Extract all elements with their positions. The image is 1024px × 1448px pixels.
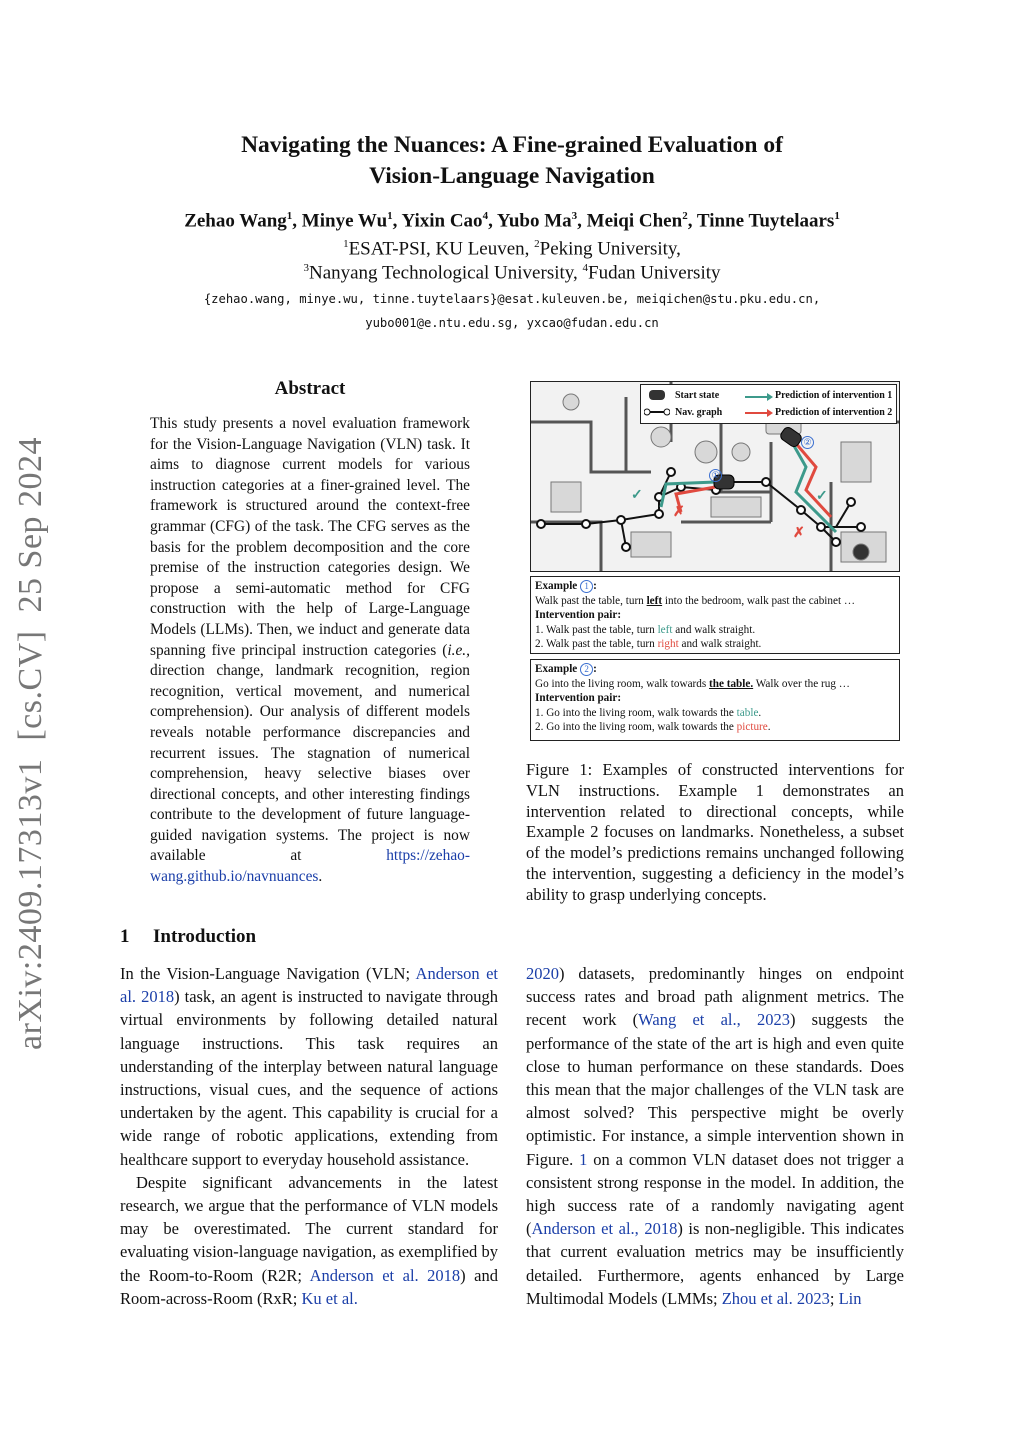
- arxiv-identifier: arXiv:2409.17313v1 [cs.CV] 25 Sep 2024: [12, 436, 49, 1050]
- author-list: Zehao Wang$^1$, Minye Wu$^1$, Yixin Cao$^4$, Yubo Ma$^3$, Meiqi Chen$^2$, Tinne Tuytelaars$^1$: [184, 210, 840, 232]
- author-affiliation-mark: 3: [571, 210, 578, 222]
- text: 2. Go into the living room, walk towards the: [535, 721, 737, 734]
- example-title: Example: [535, 663, 581, 675]
- author-affiliation-mark: 1: [387, 210, 393, 222]
- legend-symbols: [644, 388, 670, 420]
- example-title: Example: [535, 580, 581, 592]
- text: and walk straight.: [672, 623, 756, 636]
- legend-prediction-2: Prediction of intervention 2: [775, 407, 893, 418]
- abstract-end: .: [318, 868, 323, 886]
- intro-paragraph-1: [120, 962, 498, 1171]
- colon: :: [593, 580, 597, 592]
- legend-prediction-1: Prediction of intervention 1: [775, 390, 893, 401]
- figure-legend: [640, 384, 897, 424]
- key-word-red: picture: [736, 721, 768, 734]
- author-affiliation-mark: 4: [482, 210, 489, 222]
- text: ) is non-negligible. This indicates that current evaluation metrics may be insufficiently detailed. Furthermore, agents enhanced by Large Multimodal Models (LMMs;: [526, 1219, 904, 1308]
- text: on a common VLN dataset does not trigger a consistent strong response in the model. In addition, the high success rate of a randomly navigating agent (: [526, 1149, 904, 1239]
- abstract-text-part: This study presents a novel evaluation framework for the Vision-Language Navigation (VLN) task. It aims to diagnose current models for various instruction categories at a finer-grained level. The framework is structured around the context-free grammar (CFG) of the task. The CFG serves as the basis for the problem decomposition and the core premise of the instruction categories design. We propose a semi-automatic method for CFG construction with the help of Large-Language Models (LLMs). Then, we induct and generate data spanning five principal instruction categories (: [150, 415, 470, 659]
- legend-nav-graph: Nav. graph: [675, 407, 723, 418]
- author-name: Minye Wu: [301, 210, 388, 232]
- section-title: Introduction: [153, 926, 257, 947]
- author-name: Meiqi Chen: [586, 210, 683, 232]
- affiliation-peking: Peking University,: [539, 238, 681, 260]
- svg-text:✗: ✗: [673, 505, 685, 520]
- key-word: the table.: [709, 677, 754, 690]
- floorplan-image: [530, 381, 900, 572]
- intro-paragraph-2-continued: [526, 962, 904, 1310]
- abstract-heading: Abstract: [274, 378, 346, 399]
- text: and walk straight.: [678, 638, 762, 651]
- svg-text:✓: ✓: [631, 488, 643, 503]
- example-instruction: [535, 594, 895, 609]
- key-word-teal: table: [736, 706, 759, 719]
- intervention-pair-label: Intervention pair:: [535, 609, 622, 622]
- affiliation-line-2: [100, 262, 924, 284]
- text: ) datasets, predominantly hinges on endpoint success rates and broad path alignment metrics. The recent work (: [526, 964, 904, 1030]
- example-1-box: [530, 576, 900, 654]
- author-name: Yixin Cao: [401, 210, 483, 232]
- text: Despite significant advancements in the latest research, we argue that the performance of VLN models may be overestimated. The current standard for evaluating vision-language navigation, as exemplified by the Room-to-Room (R2R;: [120, 1172, 498, 1285]
- text: ) task, an agent is instructed to navigate through virtual environments by following detailed natural language instructions. This task requires an understanding of the interplay between natural language instructions, visual cues, and the sequence of actions undertaken by the agent. This capability is crucial for a wide range of robotic applications, extending from healthcare support to everyday household assistance.: [120, 987, 498, 1169]
- affiliation-ku-leuven: ESAT-PSI, KU Leuven,: [348, 238, 535, 260]
- author-affiliation-mark: 1: [834, 210, 840, 222]
- example-2-box: [530, 659, 900, 741]
- citation-link[interactable]: Zhou et al. 2023: [721, 1288, 830, 1308]
- title-line-1: Navigating the Nuances: A Fine-grained Evaluation of: [241, 132, 783, 158]
- key-word: left: [646, 594, 663, 607]
- citation-link[interactable]: Ku et al.: [301, 1288, 358, 1308]
- text: into the bedroom, walk past the cabinet …: [662, 594, 856, 607]
- key-word-red: right: [657, 638, 679, 651]
- citation-link[interactable]: 2020: [526, 964, 559, 983]
- intro-right-column: [526, 962, 904, 1310]
- abstract-italic: i.e.,: [447, 641, 470, 659]
- affiliation-line-1: [100, 238, 924, 260]
- text: In the Vision-Language Navigation (VLN;: [120, 964, 416, 983]
- section-number: 1: [120, 926, 130, 947]
- marker-1: ①: [709, 465, 722, 483]
- colon: :: [593, 663, 597, 675]
- key-word-teal: left: [657, 623, 673, 636]
- figure-caption: Figure 1: Examples of constructed interventions for VLN instructions. Example 1 demonstrates an intervention related to directional concepts, while Example 2 focuses on landmarks. Nonetheless, a subset of the model’s predictions remains unchanged following the intervention, suggesting a deficiency in the model’s ability to grasp underlying concepts.: [526, 760, 904, 904]
- figure-1: [530, 381, 900, 741]
- example-number-marker: 1: [580, 580, 593, 593]
- paper-title: [150, 130, 874, 192]
- author-affiliation-mark: 2: [682, 210, 688, 222]
- affiliation-ntu: Nanyang Technological University,: [308, 262, 583, 284]
- abstract-text-part: direction change, landmark recognition, region recognition, vertical movement, and numerical comprehension). Our analysis of different models reveals notable performance discrepancies and recurrent issues. The stagnation of numerical comprehension, heavy selective biases over directional concepts, and other interesting findings contribute to the development of future language-guided navigation systems. The project is now available at: [150, 662, 470, 865]
- affiliation-mark: 4: [582, 262, 589, 274]
- svg-text:✓: ✓: [816, 489, 828, 504]
- text: 1. Walk past the table, turn: [535, 623, 658, 636]
- intro-left-column: [120, 962, 498, 1310]
- intervention-pair-label: Intervention pair:: [535, 692, 622, 705]
- abstract-text: [150, 414, 470, 888]
- author-name: Zehao Wang: [184, 210, 287, 232]
- intervention-item-2: [535, 637, 895, 652]
- text: .: [758, 706, 762, 719]
- affiliation-mark: 3: [303, 262, 309, 274]
- text: 2. Walk past the table, turn: [535, 638, 658, 651]
- title-line-2: Vision-Language Navigation: [369, 163, 655, 189]
- text: Walk past the table, turn: [535, 594, 647, 607]
- author-name: Tinne Tuytelaars: [696, 210, 835, 232]
- project-link[interactable]: https://zehao-wang.github.io/navnuances: [150, 847, 470, 886]
- affiliation-mark: 2: [534, 238, 540, 250]
- author-name: Yubo Ma: [496, 210, 572, 232]
- section-heading: [120, 926, 256, 948]
- example-instruction: [535, 677, 895, 692]
- author-affiliation-mark: 1: [286, 210, 293, 222]
- citation-link[interactable]: Anderson et al. 2018: [309, 1265, 461, 1285]
- intervention-item-2: [535, 720, 895, 735]
- marker-2: ②: [801, 432, 814, 450]
- example-number-marker: 2: [580, 663, 593, 676]
- svg-text:✗: ✗: [793, 526, 805, 541]
- affiliation-fudan: Fudan University: [588, 262, 721, 284]
- citation-link[interactable]: Anderson et al. 2018: [120, 964, 498, 1007]
- text: 1. Go into the living room, walk towards the: [535, 706, 737, 719]
- citation-link[interactable]: Lin: [838, 1288, 862, 1308]
- text: ) and Room-across-Room (RxR;: [120, 1265, 498, 1308]
- intro-paragraph-2: [120, 1171, 498, 1310]
- legend-arrows: [743, 391, 773, 419]
- legend-start-state: Start state: [675, 390, 720, 401]
- affiliation-mark: 1: [343, 238, 349, 250]
- emails-line-2: yubo001@e.ntu.edu.sg, yxcao@fudan.edu.cn: [365, 316, 659, 330]
- text: ) suggests the performance of the state of the art is high and even quite close to human performance on these standards. Does this mean that the major challenges of the VLN task are almost solved? This perspective might be overly optimistic. For instance, a simple intervention shown in Figure.: [526, 1010, 904, 1169]
- intervention-item-1: [535, 623, 895, 638]
- citation-link[interactable]: Anderson et al., 2018: [531, 1219, 678, 1239]
- text: Go into the living room, walk towards: [535, 677, 710, 690]
- emails-line-1: {zehao.wang, minye.wu, tinne.tuytelaars}@esat.kuleuven.be, meiqichen@stu.pku.edu.cn,: [203, 292, 821, 306]
- citation-link[interactable]: Wang et al., 2023: [638, 1010, 790, 1030]
- figure-ref-link[interactable]: 1: [579, 1149, 588, 1169]
- text: .: [767, 721, 771, 734]
- intervention-item-1: [535, 706, 895, 721]
- text: Walk over the rug …: [753, 677, 850, 690]
- text: ;: [829, 1288, 839, 1308]
